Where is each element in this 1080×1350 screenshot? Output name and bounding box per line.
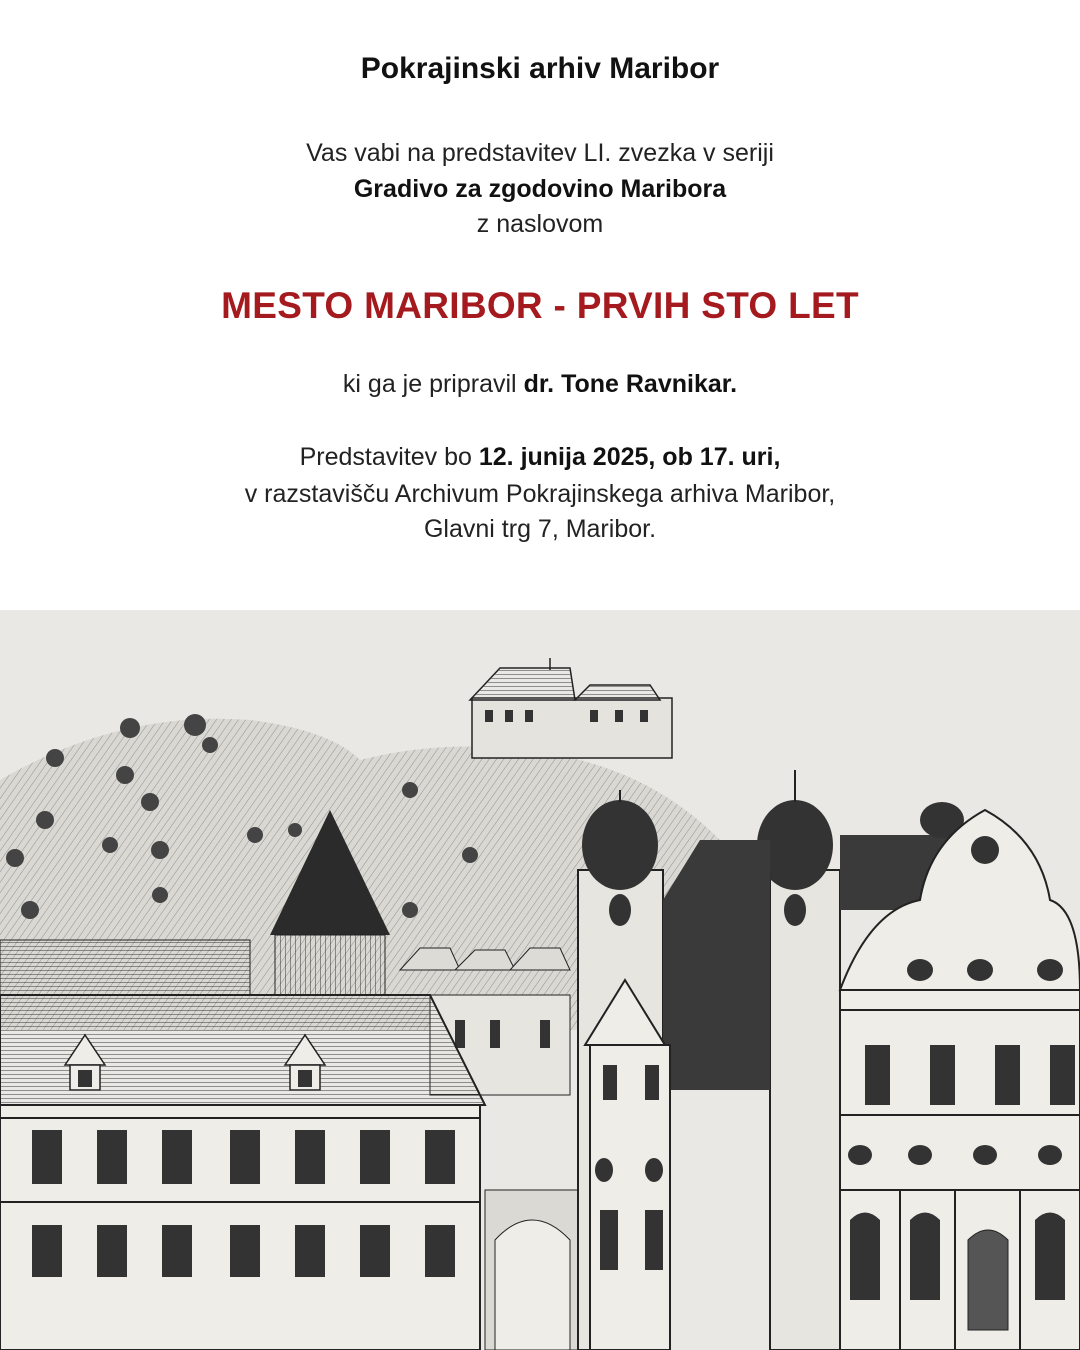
book-title: MESTO MARIBOR - PRVIH STO LET — [221, 285, 859, 326]
author-prefix: ki ga je pripravil — [342, 370, 524, 398]
author-name: dr. Tone Ravnikar. — [523, 370, 738, 398]
event-datetime-line — [0, 443, 1080, 472]
title-intro: z naslovom — [476, 210, 604, 238]
series-name: Gradivo za zgodovino Maribora — [353, 175, 727, 203]
historic-town-engraving-icon — [0, 610, 1080, 1350]
event-venue: v razstavišču Archivum Pokrajinskega arhiva Maribor, — [244, 480, 836, 508]
author-line — [0, 370, 1080, 399]
event-datetime: 12. junija 2025, ob 17. uri, — [478, 443, 781, 471]
organization-name: Pokrajinski arhiv Maribor — [360, 52, 720, 85]
invite-line: Vas vabi na predstavitev LI. zvezka v seriji — [306, 139, 774, 167]
event-prefix: Predstavitev bo — [299, 443, 479, 471]
event-address: Glavni trg 7, Maribor. — [423, 515, 657, 543]
